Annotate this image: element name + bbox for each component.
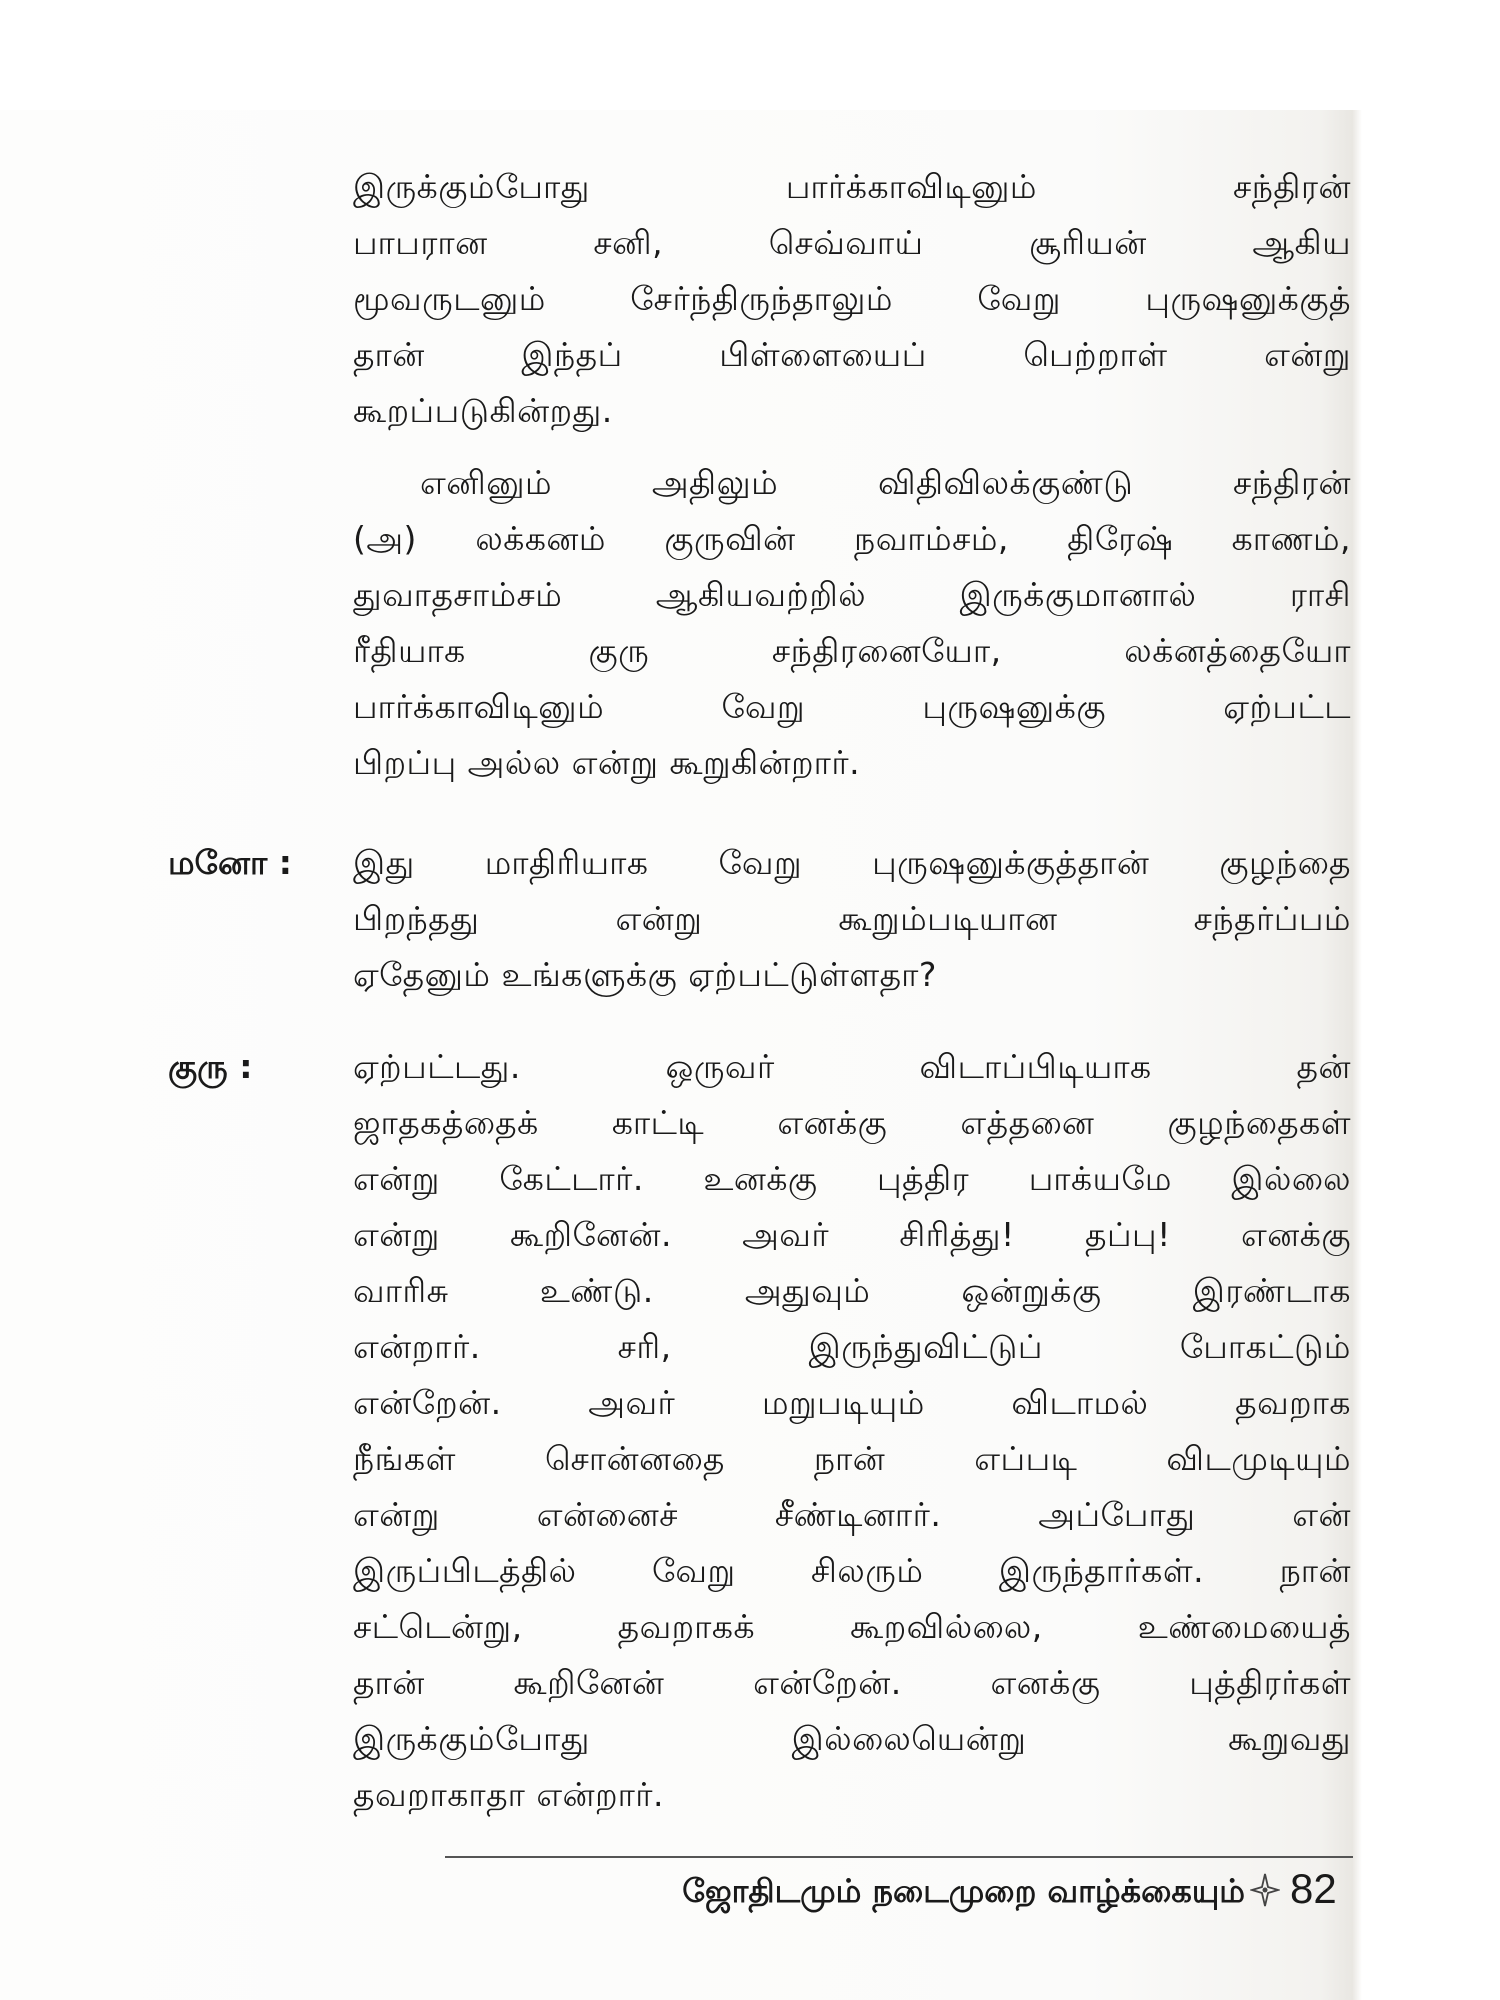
dialogue-line: ஏற்பட்டது. ஒருவர் விடாப்பிடியாக தன்	[353, 1047, 1351, 1086]
paragraph-2-line: (அ) லக்கனம் குருவின் நவாம்சம், திரேஷ் காணம்,	[353, 519, 1351, 558]
dialogue-line: இருப்பிடத்தில் வேறு சிலரும் இருந்தார்கள். நான்	[353, 1551, 1351, 1590]
paragraph-1-line: இருக்கும்போது பார்க்காவிடினும் சந்திரன்	[353, 167, 1351, 206]
paragraph-2-line: ரீதியாக குரு சந்திரனையோ, லக்னத்தையோ	[353, 631, 1351, 670]
dialogue-line: என்று என்னைச் சீண்டினார். அப்போது என்	[353, 1495, 1351, 1534]
dialogue-line: என்று கேட்டார். உனக்கு புத்திர பாக்யமே இல்லை	[353, 1159, 1351, 1198]
dialogue-line: என்று கூறினேன். அவர் சிரித்து! தப்பு! எனக்கு	[353, 1215, 1351, 1254]
speaker-label-guru: குரு :	[168, 1047, 253, 1086]
paragraph-2-line: துவாதசாம்சம் ஆகியவற்றில் இருக்குமானால் ராசி	[353, 575, 1351, 614]
dialogue-line: பிறந்தது என்று கூறும்படியான சந்தர்ப்பம்	[353, 899, 1351, 938]
dialogue-line: என்றேன். அவர் மறுபடியும் விடாமல் தவறாக	[353, 1383, 1351, 1422]
four-point-star-ornament-icon	[1250, 1872, 1280, 1908]
paragraph-2-line: எனினும் அதிலும் விதிவிலக்குண்டு சந்திரன்	[420, 463, 1351, 502]
paragraph-2-line: பிறப்பு அல்ல என்று கூறுகின்றார்.	[353, 743, 861, 782]
footer-rule	[445, 1856, 1353, 1858]
dialogue-line: வாரிசு உண்டு. அதுவும் ஒன்றுக்கு இரண்டாக	[353, 1271, 1351, 1310]
dialogue-line: சட்டென்று, தவறாகக் கூறவில்லை, உண்மையைத்	[353, 1607, 1351, 1646]
dialogue-line: ஏதேனும் உங்களுக்கு ஏற்பட்டுள்ளதா?	[353, 955, 937, 994]
paragraph-1-line: கூறப்படுகின்றது.	[353, 391, 613, 430]
dialogue-line: ஜாதகத்தைக் காட்டி எனக்கு எத்தனை குழந்தைகள்	[353, 1103, 1351, 1142]
running-footer-title: ஜோதிடமும் நடைமுறை வாழ்க்கையும்	[682, 1872, 1245, 1910]
paragraph-1-line: மூவருடனும் சேர்ந்திருந்தாலும் வேறு புருஷனுக்குத்	[353, 279, 1351, 318]
dialogue-line: நீங்கள் சொன்னதை நான் எப்படி விடமுடியும்	[353, 1439, 1351, 1478]
dialogue-line: என்றார். சரி, இருந்துவிட்டுப் போகட்டும்	[353, 1327, 1351, 1366]
dialogue-line: தவறாகாதா என்றார்.	[353, 1775, 665, 1814]
dialogue-line: இருக்கும்போது இல்லையென்று கூறுவது	[353, 1719, 1351, 1758]
paragraph-1-line: பாபரான சனி, செவ்வாய் சூரியன் ஆகிய	[353, 223, 1351, 262]
speaker-label-mano: மனோ :	[168, 843, 292, 882]
dialogue-line: இது மாதிரியாக வேறு புருஷனுக்குத்தான் குழந்தை	[353, 843, 1351, 882]
paragraph-1-line: தான் இந்தப் பிள்ளையைப் பெற்றாள் என்று	[353, 335, 1351, 374]
paper-edge	[1352, 110, 1362, 2000]
paragraph-2-line: பார்க்காவிடினும் வேறு புருஷனுக்கு ஏற்பட்ட	[353, 687, 1351, 726]
page-number: 82	[1290, 1865, 1337, 1912]
dialogue-line: தான் கூறினேன் என்றேன். எனக்கு புத்திரர்கள்	[353, 1663, 1351, 1702]
